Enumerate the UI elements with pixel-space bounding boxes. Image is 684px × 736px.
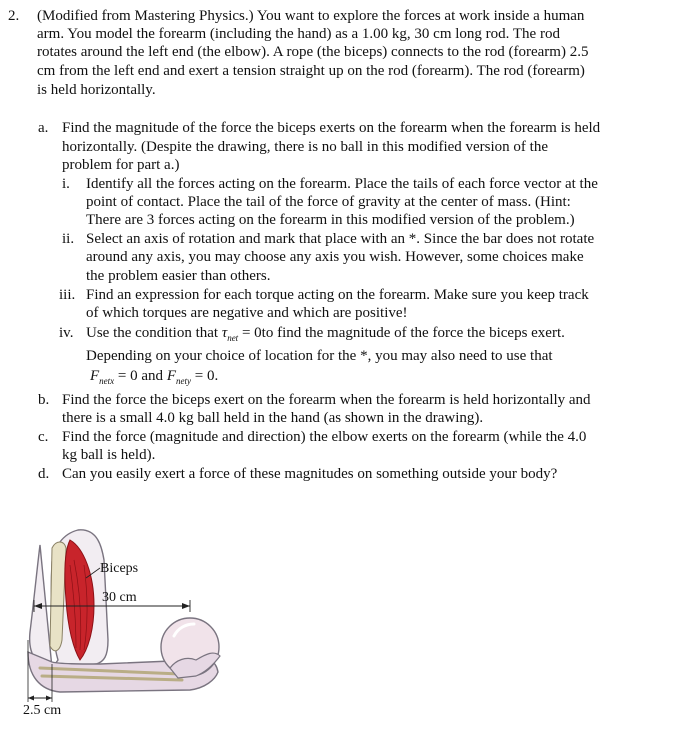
intro-line: rotates around the left end (the elbow). A rope (the biceps) connects to the rod (forearm) 2.5 [37, 44, 589, 60]
sub-iii-line: Find an expression for each torque acting on the forearm. Make sure you keep track [86, 287, 589, 303]
length-label: 30 cm [102, 590, 137, 605]
period: . [214, 368, 219, 384]
part-d-marker: d. [38, 466, 50, 482]
fy-equation: = 0 [190, 368, 215, 384]
part-b-marker: b. [38, 392, 50, 408]
sub-i-marker: i. [62, 176, 70, 192]
fy-subscript: nety [175, 376, 191, 386]
sub-i-line: There are 3 forces acting on the forearm in this modified version of the problem.) [86, 212, 575, 228]
length-arrow-right [182, 603, 190, 609]
sub-ii-line: around any axis, you may choose any axis you wish. However, some choices make [86, 249, 584, 265]
force-symbol-x: F [90, 368, 100, 384]
part-a-line: Find the magnitude of the force the biceps exerts on the forearm when the forearm is held [62, 120, 601, 136]
sub-iv-line2: Depending on your choice of location for the *, you may also need to use that [86, 348, 553, 364]
sub-i-line: point of contact. Place the tail of the force of gravity at the center of mass. (Hint: [86, 194, 571, 210]
sub-i-line: Identify all the forces acting on the forearm. Place the tails of each force vector at the [86, 176, 598, 192]
sub-iv-pre: Use the condition that [86, 325, 222, 341]
problem-number: 2. [8, 8, 20, 24]
offset-label: 2.5 cm [23, 703, 62, 718]
part-c-marker: c. [38, 429, 49, 445]
sub-ii-line: the problem easier than others. [86, 268, 271, 284]
part-a-marker: a. [38, 120, 49, 136]
offset-arrow-right [46, 696, 52, 701]
tau-subscript: net [227, 333, 239, 343]
sub-iii-marker: iii. [59, 287, 76, 303]
part-b-line: Find the force the biceps exert on the forearm when the forearm is held horizontally and [62, 392, 591, 408]
fx-subscript: netx [99, 376, 115, 386]
part-d-line: Can you easily exert a force of these magnitudes on something outside your body? [62, 466, 558, 482]
sub-ii-line: Select an axis of rotation and mark that place with an *. Since the bar does not rotate [86, 231, 595, 247]
part-c-line: kg ball is held). [62, 447, 156, 463]
part-c-line: Find the force (magnitude and direction) the elbow exerts on the forearm (while the 4.0 [62, 429, 587, 445]
and-text: and [137, 368, 167, 384]
biceps-label: Biceps [100, 561, 139, 576]
intro-line: (Modified from Mastering Physics.) You want to explore the forces at work inside a human [37, 8, 585, 24]
intro-line: is held horizontally. [37, 82, 156, 98]
part-a-line: horizontally. (Despite the drawing, there is no ball in this modified version of the [62, 139, 548, 155]
sub-iii-line: of which torques are negative and which are positive! [86, 305, 408, 321]
fx-equation: = 0 [114, 368, 138, 384]
intro-line: arm. You model the forearm (including the hand) as a 1.00 kg, 30 cm long rod. The rod [37, 26, 560, 42]
sub-iv-post: to find the magnitude of the force the biceps exert. [261, 325, 565, 341]
tau-symbol: τ [221, 325, 228, 341]
tau-equation: = 0 [238, 325, 262, 341]
part-a-line: problem for part a.) [62, 157, 180, 173]
part-b-line: there is a small 4.0 kg ball held in the hand (as shown in the drawing). [62, 410, 484, 426]
sub-ii-marker: ii. [62, 231, 75, 247]
offset-arrow-left [28, 696, 34, 701]
sub-iv-marker: iv. [59, 325, 74, 341]
force-symbol-y: F [166, 368, 176, 384]
intro-line: cm from the left end and exert a tension straight up on the rod (forearm). The rod (forearm) [37, 63, 585, 79]
